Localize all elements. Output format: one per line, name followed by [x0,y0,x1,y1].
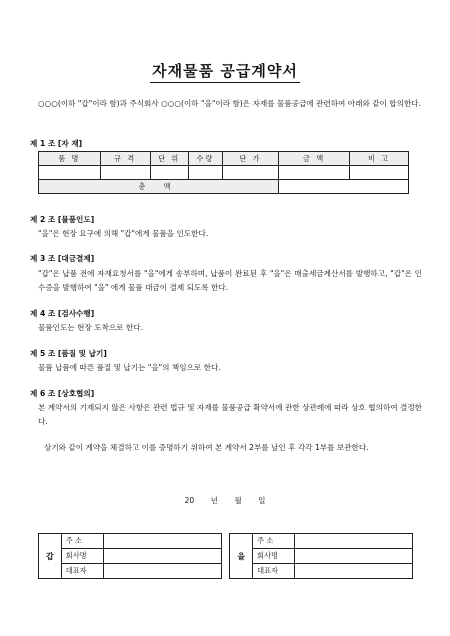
article-5-heading: 제 5 조 [품질 및 납기] [30,349,107,358]
party-signature-table [38,533,413,579]
cell-unit[interactable] [150,166,188,180]
closing-paragraph: 상기와 같이 계약을 체결하고 이를 증명하기 위하여 본 계약서 2부를 날인 후 각각 1부를 보관한다. [44,443,369,452]
article-5-body: 물품 납품에 따른 품질 및 납기는 "을"의 책임으로 한다. [38,363,221,372]
party-gap-label: 갑 [39,534,62,579]
cell-amount[interactable] [278,166,349,180]
eul-ceo-label: 대표자 [253,564,295,579]
gap-address-label: 주 소 [61,534,103,549]
total-amount-label: 총 액 [39,180,279,194]
article-1-heading: 제 1 조 [자 재] [30,139,83,148]
cell-unit-price[interactable] [223,166,279,180]
article-2-body: "을"은 현장 요구에 의해 "갑"에게 물품을 인도한다. [38,229,209,238]
article-3-body: "갑"은 납품 전에 자재요청서를 "을"에게 송부하며, 납품이 완료된 후 "을"은 매출세금계산서를 발행하고, "갑"은 인수증을 발행하여 "을" 에게 물품 대금이 결제 되도록 한다. [38,269,422,292]
goods-table-header-row [39,152,409,166]
article-4-body: 물품인도는 현장 도착으로 한다. [38,323,144,332]
party-divider [221,534,230,579]
header-remarks: 비 고 [350,152,409,166]
intro-paragraph: ○○○(이하 "갑"이라 함)과 주식회사 ○○○(이하 "을"이라 함)은 자재를 물품공급에 관련하여 아래와 같이 합의한다. [38,99,422,108]
gap-company-label: 회사명 [61,549,103,564]
eul-address-label: 주 소 [253,534,295,549]
header-unit: 단 위 [150,152,188,166]
total-amount-cell[interactable] [278,180,408,194]
header-item-name: 품 명 [39,152,101,166]
goods-table-total-row [39,180,409,194]
article-6-body: 본 계약서의 기재되지 않은 사항은 관련 법규 및 자재를 물품공급 확약서에 관한 상관례에 따라 상호 협의하여 결정한다. [38,403,422,426]
article-3-heading: 제 3 조 [대금결제] [30,254,95,263]
goods-table [38,151,409,194]
gap-address-field[interactable] [103,534,221,549]
header-unit-price: 단 가 [223,152,279,166]
eul-address-field[interactable] [295,534,413,549]
party-row-address [39,534,413,549]
gap-company-field[interactable] [103,549,221,564]
cell-quantity[interactable] [188,166,222,180]
cell-item-name[interactable] [39,166,101,180]
cell-spec[interactable] [100,166,150,180]
party-eul-label: 을 [230,534,253,579]
header-quantity: 수량 [188,152,222,166]
header-amount: 금 액 [278,152,349,166]
eul-ceo-field[interactable] [295,564,413,579]
gap-ceo-field[interactable] [103,564,221,579]
eul-company-field[interactable] [295,549,413,564]
header-spec: 규 격 [100,152,150,166]
document-title: 자재물품 공급계약서 [0,60,450,81]
cell-remarks[interactable] [350,166,409,180]
article-4-heading: 제 4 조 [검사수행] [30,309,95,318]
gap-ceo-label: 대표자 [61,564,103,579]
article-2-heading: 제 2 조 [물품인도] [30,215,95,224]
eul-company-label: 회사명 [253,549,295,564]
article-6-heading: 제 6 조 [상호협의] [30,389,95,398]
contract-date: 20 년 월 일 [184,496,266,505]
goods-table-row [39,166,409,180]
